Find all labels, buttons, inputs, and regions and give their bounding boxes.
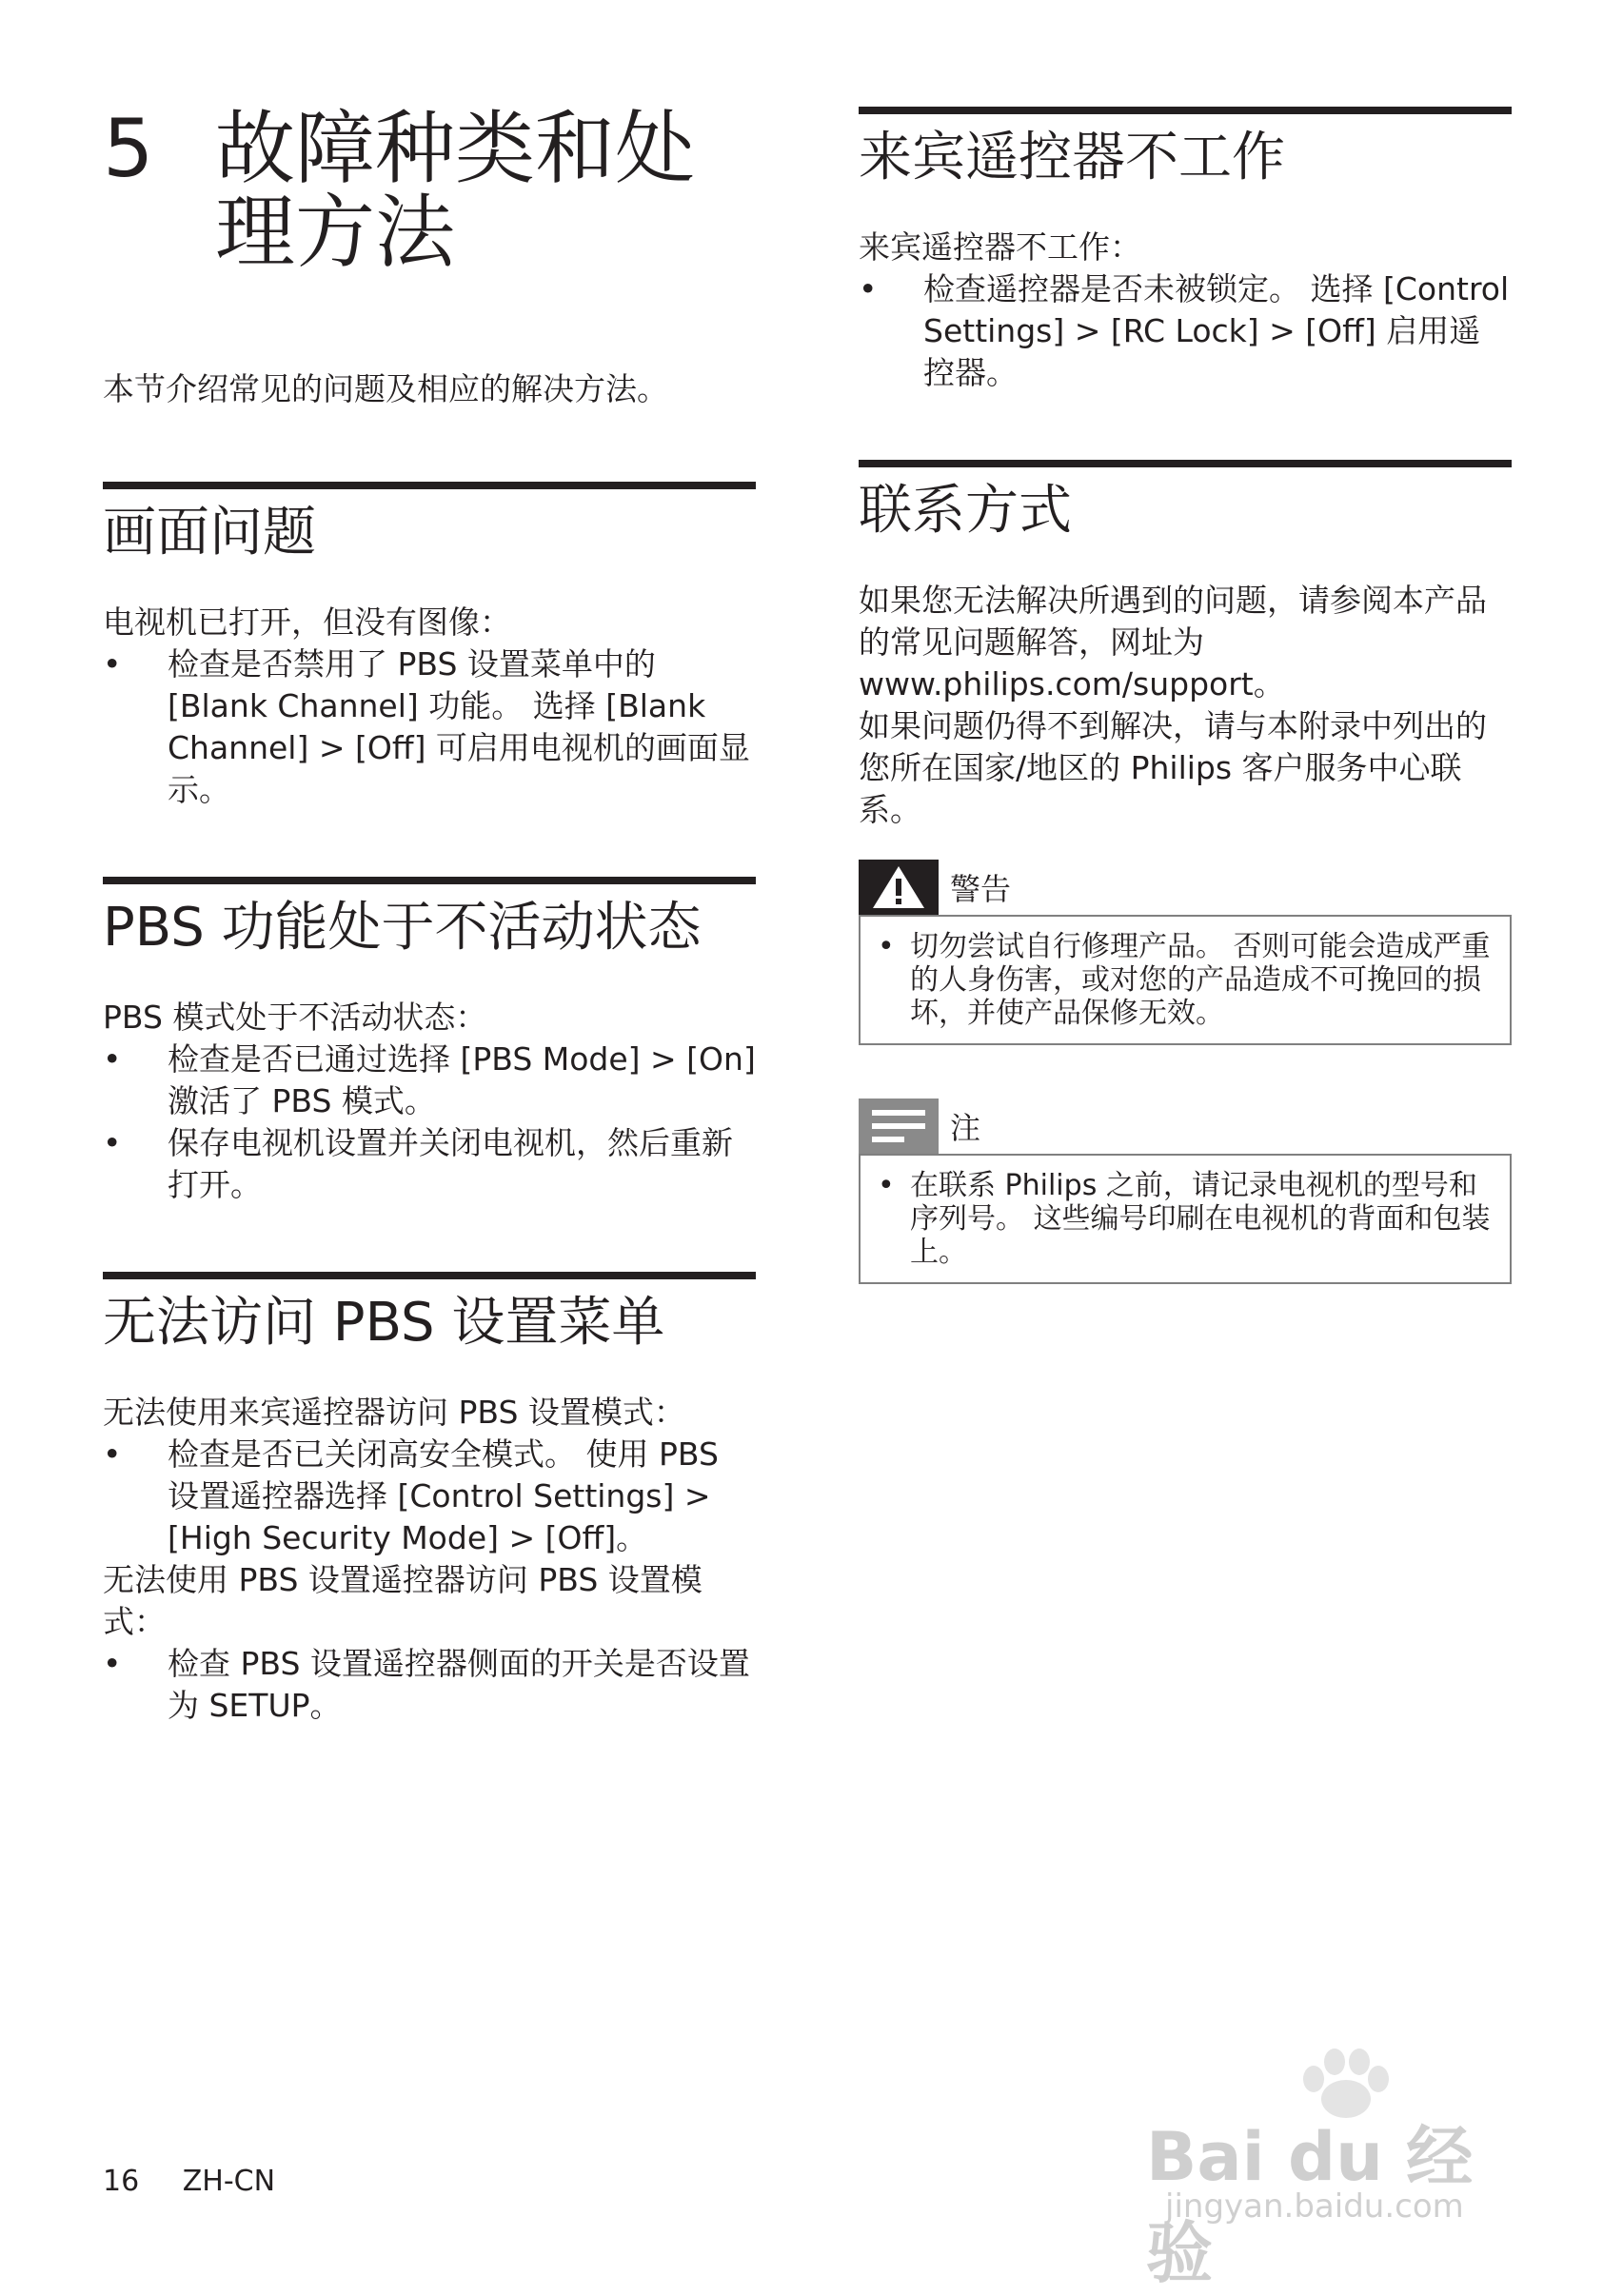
section-picture-problems	[103, 482, 756, 811]
page-language: ZH-CN	[182, 2165, 276, 2198]
list-item-text: 检查遥控器是否未被锁定。 选择 [Control Settings] > [RC Lock] > [Off] 启用遥控器。	[923, 270, 1510, 391]
list-item-text: 检查 PBS 设置遥控器侧面的开关是否设置为 SETUP。	[168, 1645, 750, 1724]
section-rule	[103, 877, 756, 884]
contact-paragraph-1: 如果您无法解决所遇到的问题，请参阅本产品的常见问题解答，网址为 www.philips.com/support。	[859, 582, 1487, 703]
watermark-url: jingyan.baidu.com	[1165, 2187, 1464, 2226]
section-guest-remote	[859, 107, 1512, 394]
warning-label: 警告	[950, 871, 1012, 907]
solution-list	[859, 268, 1512, 394]
list-item	[103, 1434, 756, 1559]
warning-icon	[859, 860, 939, 915]
note-label: 注	[950, 1110, 981, 1146]
chapter-title-line-2: 理方法	[215, 186, 456, 279]
list-item	[878, 930, 1491, 1030]
page-number: 16	[103, 2165, 140, 2198]
bullet-glyph: •	[859, 270, 878, 307]
section-pbs-menu-access	[103, 1272, 756, 1727]
list-item	[878, 1169, 1491, 1269]
list-item-text: 保存电视机设置并关闭电视机，然后重新打开。	[168, 1124, 733, 1203]
section-body	[103, 602, 756, 811]
page-footer	[103, 2165, 309, 2198]
section-rule	[103, 482, 756, 489]
note-box	[859, 1099, 1512, 1284]
chapter-title	[215, 102, 756, 279]
note-list	[878, 1169, 1491, 1269]
section-rule	[859, 460, 1512, 467]
problem-lead: 来宾遥控器不工作：	[859, 228, 1141, 266]
section-title: 联系方式	[859, 480, 1072, 542]
warning-header	[859, 860, 1512, 915]
list-item-text: 检查是否已通过选择 [PBS Mode] > [On] 激活了 PBS 模式。	[168, 1040, 756, 1119]
bullet-glyph: •	[103, 645, 122, 683]
note-header	[859, 1099, 1512, 1154]
section-body	[859, 227, 1512, 394]
list-item	[103, 1039, 756, 1122]
bullet-glyph: •	[103, 1040, 122, 1078]
section-title: 无法访问 PBS 设置菜单	[103, 1292, 665, 1354]
section-body	[103, 1392, 756, 1727]
contact-paragraph-2: 如果问题仍得不到解决，请与本附录中列出的您所在国家/地区的 Philips 客户服务中心联系。	[859, 707, 1487, 828]
section-title: PBS 功能处于不活动状态	[103, 897, 702, 959]
list-item	[103, 643, 756, 811]
chapter-intro: 本节介绍常见的问题及相应的解决方法。	[103, 370, 668, 407]
bullet-glyph: •	[878, 930, 895, 963]
note-body	[859, 1154, 1512, 1284]
chapter-title-line-1: 故障种类和处	[215, 102, 696, 195]
bullet-glyph: •	[103, 1124, 122, 1161]
section-pbs-inactive	[103, 877, 756, 1206]
section-body	[859, 580, 1512, 831]
section-body	[103, 997, 756, 1206]
list-item	[103, 1643, 756, 1727]
solution-list	[103, 1434, 756, 1559]
solution-list	[103, 643, 756, 811]
bullet-glyph: •	[878, 1169, 895, 1202]
list-item-text: 检查是否禁用了 PBS 设置菜单中的 [Blank Channel] 功能。 选择 [Blank Channel] > [Off] 可启用电视机的画面显示。	[168, 645, 750, 808]
warning-list	[878, 930, 1491, 1030]
problem-lead: 电视机已打开，但没有图像：	[103, 604, 511, 641]
problem-lead: 无法使用来宾遥控器访问 PBS 设置模式：	[103, 1394, 685, 1431]
chapter-number: 5	[103, 102, 154, 195]
watermark-brand: Bai du 经验	[1146, 2118, 1474, 2292]
solution-list	[103, 1039, 756, 1206]
section-title: 画面问题	[103, 502, 316, 564]
section-title: 来宾遥控器不工作	[859, 127, 1285, 188]
solution-list-2	[103, 1643, 756, 1727]
list-item-text: 检查是否已关闭高安全模式。 使用 PBS 设置遥控器选择 [Control Settings] > [High Security Mode] > [Off]。	[168, 1435, 719, 1556]
section-rule	[859, 107, 1512, 114]
list-item	[859, 268, 1512, 394]
warning-body	[859, 915, 1512, 1045]
problem-lead-2: 无法使用 PBS 设置遥控器访问 PBS 设置模式：	[103, 1561, 703, 1640]
section-contact	[859, 460, 1512, 831]
bullet-glyph: •	[103, 1645, 122, 1682]
baidu-watermark	[1137, 2047, 1508, 2292]
note-icon	[859, 1099, 939, 1154]
note-text: 在联系 Philips 之前，请记录电视机的型号和序列号。 这些编号印刷在电视机的背面和包装上。	[910, 1169, 1491, 1269]
section-rule	[103, 1272, 756, 1279]
list-item	[103, 1122, 756, 1206]
warning-text: 切勿尝试自行修理产品。 否则可能会造成严重的人身伤害，或对您的产品造成不可挽回的损坏，并使产品保修无效。	[910, 930, 1491, 1030]
problem-lead: PBS 模式处于不活动状态：	[103, 999, 487, 1036]
warning-box	[859, 860, 1512, 1045]
bullet-glyph: •	[103, 1435, 122, 1473]
